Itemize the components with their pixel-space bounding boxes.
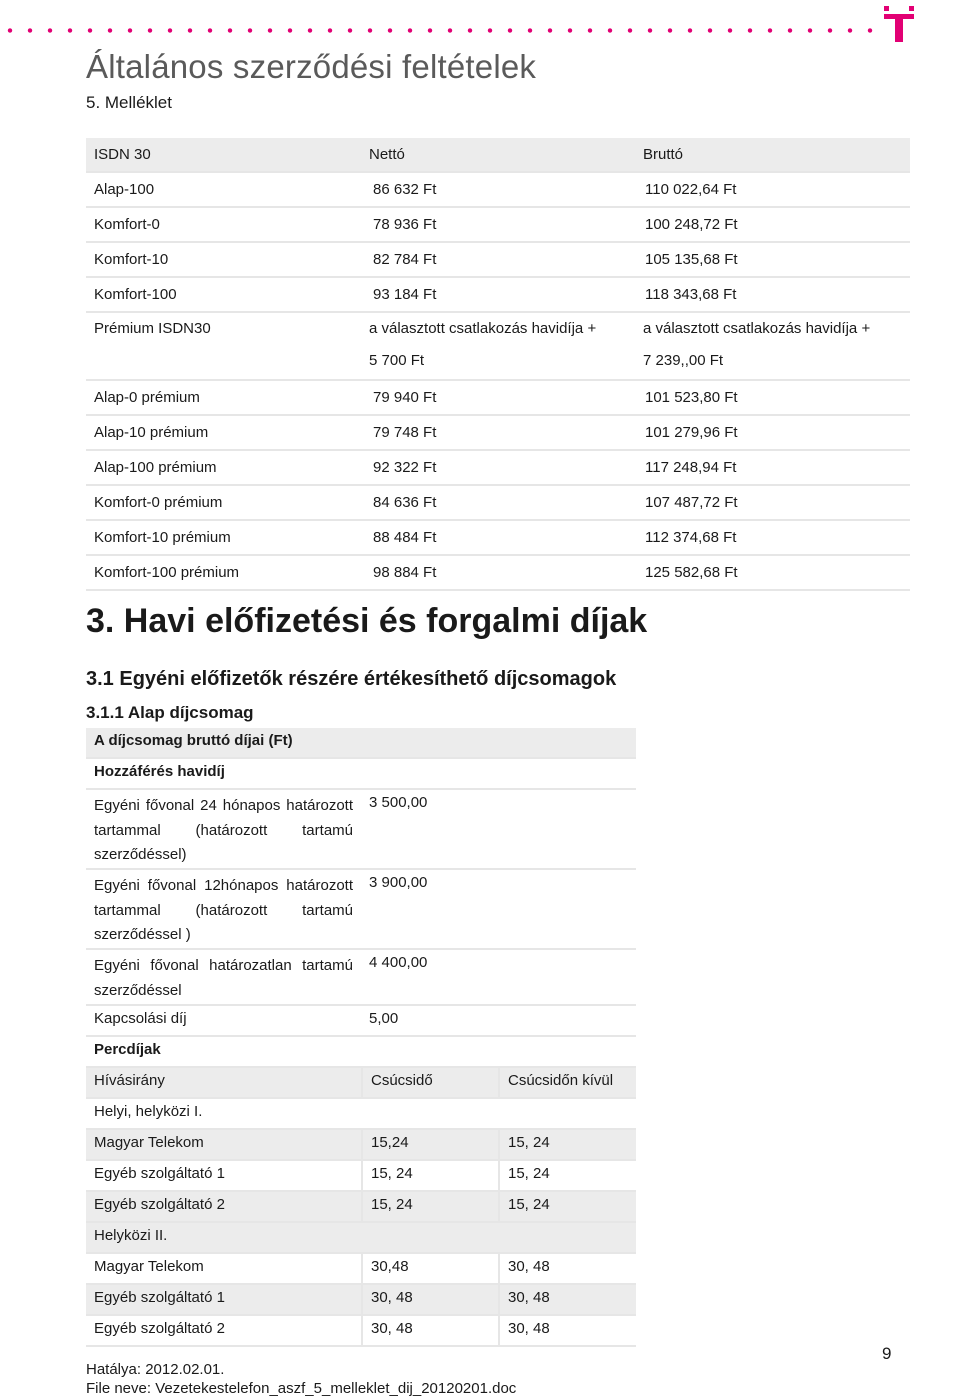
package-name: Alap-100 (94, 181, 155, 198)
header-cell: Nettó (369, 146, 405, 163)
connection-fee-row (86, 1006, 636, 1037)
brutto-value (635, 313, 910, 379)
package-name: Komfort-100 (94, 286, 177, 303)
offpeak-rate: 30, 48 (498, 1316, 636, 1345)
netto-value: 86 632 Ft (373, 181, 437, 198)
package-name: Komfort-0 prémium (94, 494, 223, 511)
table-row (86, 521, 910, 556)
brutto-value: 101 279,96 Ft (645, 424, 738, 441)
group-name: Helyi, helyközi I. (94, 1103, 203, 1120)
group-row (86, 1099, 636, 1130)
netto-value (361, 313, 635, 379)
table-row (86, 1130, 636, 1161)
minute-heading: Percdíjak (94, 1041, 161, 1058)
brand-dot-line (0, 28, 880, 33)
netto-value: 79 748 Ft (373, 424, 437, 441)
table-row (86, 1192, 636, 1223)
offpeak-rate: 15, 24 (498, 1192, 636, 1221)
peak-rate: 30, 48 (361, 1316, 498, 1345)
offpeak-rate: 15, 24 (498, 1130, 636, 1159)
netto-value: 98 884 Ft (373, 564, 437, 581)
header-cell: ISDN 30 (94, 146, 151, 163)
brutto-value: 118 343,68 Ft (645, 286, 737, 303)
netto-value: 92 322 Ft (373, 459, 437, 476)
access-value: 4 400,00 (369, 954, 428, 971)
table-row (86, 556, 910, 591)
offpeak-rate: 30, 48 (498, 1254, 636, 1283)
operator-name: Egyéb szolgáltató 1 (94, 1289, 225, 1306)
netto-value: 82 784 Ft (373, 251, 437, 268)
offpeak-rate: 30, 48 (498, 1285, 636, 1314)
table-row (86, 416, 910, 451)
table-row (86, 451, 910, 486)
table-row (86, 1285, 636, 1316)
table-row (86, 243, 910, 278)
netto-value: 93 184 Ft (373, 286, 437, 303)
brutto-value: 100 248,72 Ft (645, 216, 738, 233)
table-header-row (86, 138, 910, 173)
file-name: File neve: Vezetekestelefon_aszf_5_melleklet_dij_20120201.doc (86, 1380, 517, 1397)
table-row (86, 950, 636, 1006)
operator-name: Egyéb szolgáltató 1 (94, 1165, 225, 1182)
brutto-value: 112 374,68 Ft (645, 529, 737, 546)
brutto-value: 125 582,68 Ft (645, 564, 738, 581)
package-name: Alap-10 prémium (94, 424, 209, 441)
operator-name: Magyar Telekom (94, 1258, 204, 1275)
package-name: Komfort-100 prémium (94, 564, 240, 581)
page-title: Általános szerződési feltételek (86, 48, 537, 85)
table-row (86, 208, 910, 243)
subsection-heading: 3.1 Egyéni előfizetők részére értékesíthető díjcsomagok (86, 668, 617, 690)
netto-value: 88 484 Ft (373, 529, 437, 546)
table-row (86, 1316, 636, 1347)
table-row (86, 278, 910, 313)
table-row (86, 381, 910, 416)
offpeak-rate: 15, 24 (498, 1161, 636, 1190)
package-name: Komfort-0 (94, 216, 160, 233)
access-value: 3 900,00 (369, 874, 428, 891)
operator-name: Magyar Telekom (94, 1134, 204, 1151)
peak-rate: 15, 24 (361, 1161, 498, 1190)
connection-fee-label: Kapcsolási díj (94, 1010, 187, 1027)
brutto-line: a választott csatlakozás havidíja + (643, 320, 871, 337)
peak-rate: 30, 48 (361, 1285, 498, 1314)
access-label: Egyéni fővonal 12hónapos határozott tartammal (határozott tartamú szerződéssel ) (94, 877, 353, 943)
header-cell: Bruttó (643, 146, 684, 163)
peak-rate: 15, 24 (361, 1192, 498, 1221)
package-price-table (86, 728, 636, 1347)
operator-name: Egyéb szolgáltató 2 (94, 1320, 225, 1337)
package-name: Alap-100 prémium (94, 459, 217, 476)
table-row (86, 313, 910, 381)
peak-rate: 30,48 (361, 1254, 498, 1283)
netto-value: 78 936 Ft (373, 216, 437, 233)
netto-value: 79 940 Ft (373, 389, 437, 406)
access-label: Egyéni fővonal 24 hónapos határozott tartammal (határozott tartamú szerződéssel) (94, 797, 353, 863)
table-title-row (86, 728, 636, 759)
connection-fee-value: 5,00 (369, 1010, 399, 1027)
table-row (86, 870, 636, 950)
brutto-value: 105 135,68 Ft (645, 251, 738, 268)
subsubsection-heading: 3.1.1 Alap díjcsomag (86, 703, 254, 722)
effective-date: Hatálya: 2012.02.01. (86, 1361, 225, 1378)
access-heading-row (86, 759, 636, 790)
operator-name: Egyéb szolgáltató 2 (94, 1196, 225, 1213)
access-value: 3 500,00 (369, 794, 428, 811)
minute-heading-row (86, 1037, 636, 1068)
table-title: A díjcsomag bruttó díjai (Ft) (94, 732, 293, 749)
telekom-logo-icon (884, 4, 914, 42)
table-row (86, 1161, 636, 1192)
table-row (86, 486, 910, 521)
brutto-value: 117 248,94 Ft (645, 459, 737, 476)
brutto-value: 110 022,64 Ft (645, 181, 737, 198)
group-row (86, 1223, 636, 1254)
footer (86, 1360, 516, 1398)
brutto-line: 7 239,,00 Ft (643, 352, 724, 369)
package-name: Komfort-10 (94, 251, 169, 268)
netto-value: 84 636 Ft (373, 494, 437, 511)
section-heading: 3. Havi előfizetési és forgalmi díjak (86, 602, 648, 640)
access-label: Egyéni fővonal határozatlan tartamú szerződéssel (94, 957, 353, 999)
netto-line: 5 700 Ft (369, 352, 425, 369)
brutto-value: 101 523,80 Ft (645, 389, 738, 406)
table-row (86, 1254, 636, 1285)
header-cell: Csúcsidőn kívül (498, 1068, 636, 1097)
header-cell: Csúcsidő (361, 1068, 498, 1097)
peak-rate: 15,24 (361, 1130, 498, 1159)
package-name: Alap-0 prémium (94, 389, 200, 406)
table-row (86, 173, 910, 208)
header-cell: Hívásirány (94, 1072, 165, 1089)
page-number: 9 (882, 1344, 892, 1363)
package-name: Prémium ISDN30 (94, 320, 211, 337)
group-name: Helyközi II. (94, 1227, 168, 1244)
isdn-price-table (86, 138, 910, 591)
access-heading: Hozzáférés havidíj (94, 763, 225, 780)
page-subtitle: 5. Melléklet (86, 93, 172, 112)
brutto-value: 107 487,72 Ft (645, 494, 738, 511)
package-name: Komfort-10 prémium (94, 529, 231, 546)
minute-header-row (86, 1068, 636, 1099)
netto-line: a választott csatlakozás havidíja + (369, 320, 597, 337)
table-row (86, 790, 636, 870)
